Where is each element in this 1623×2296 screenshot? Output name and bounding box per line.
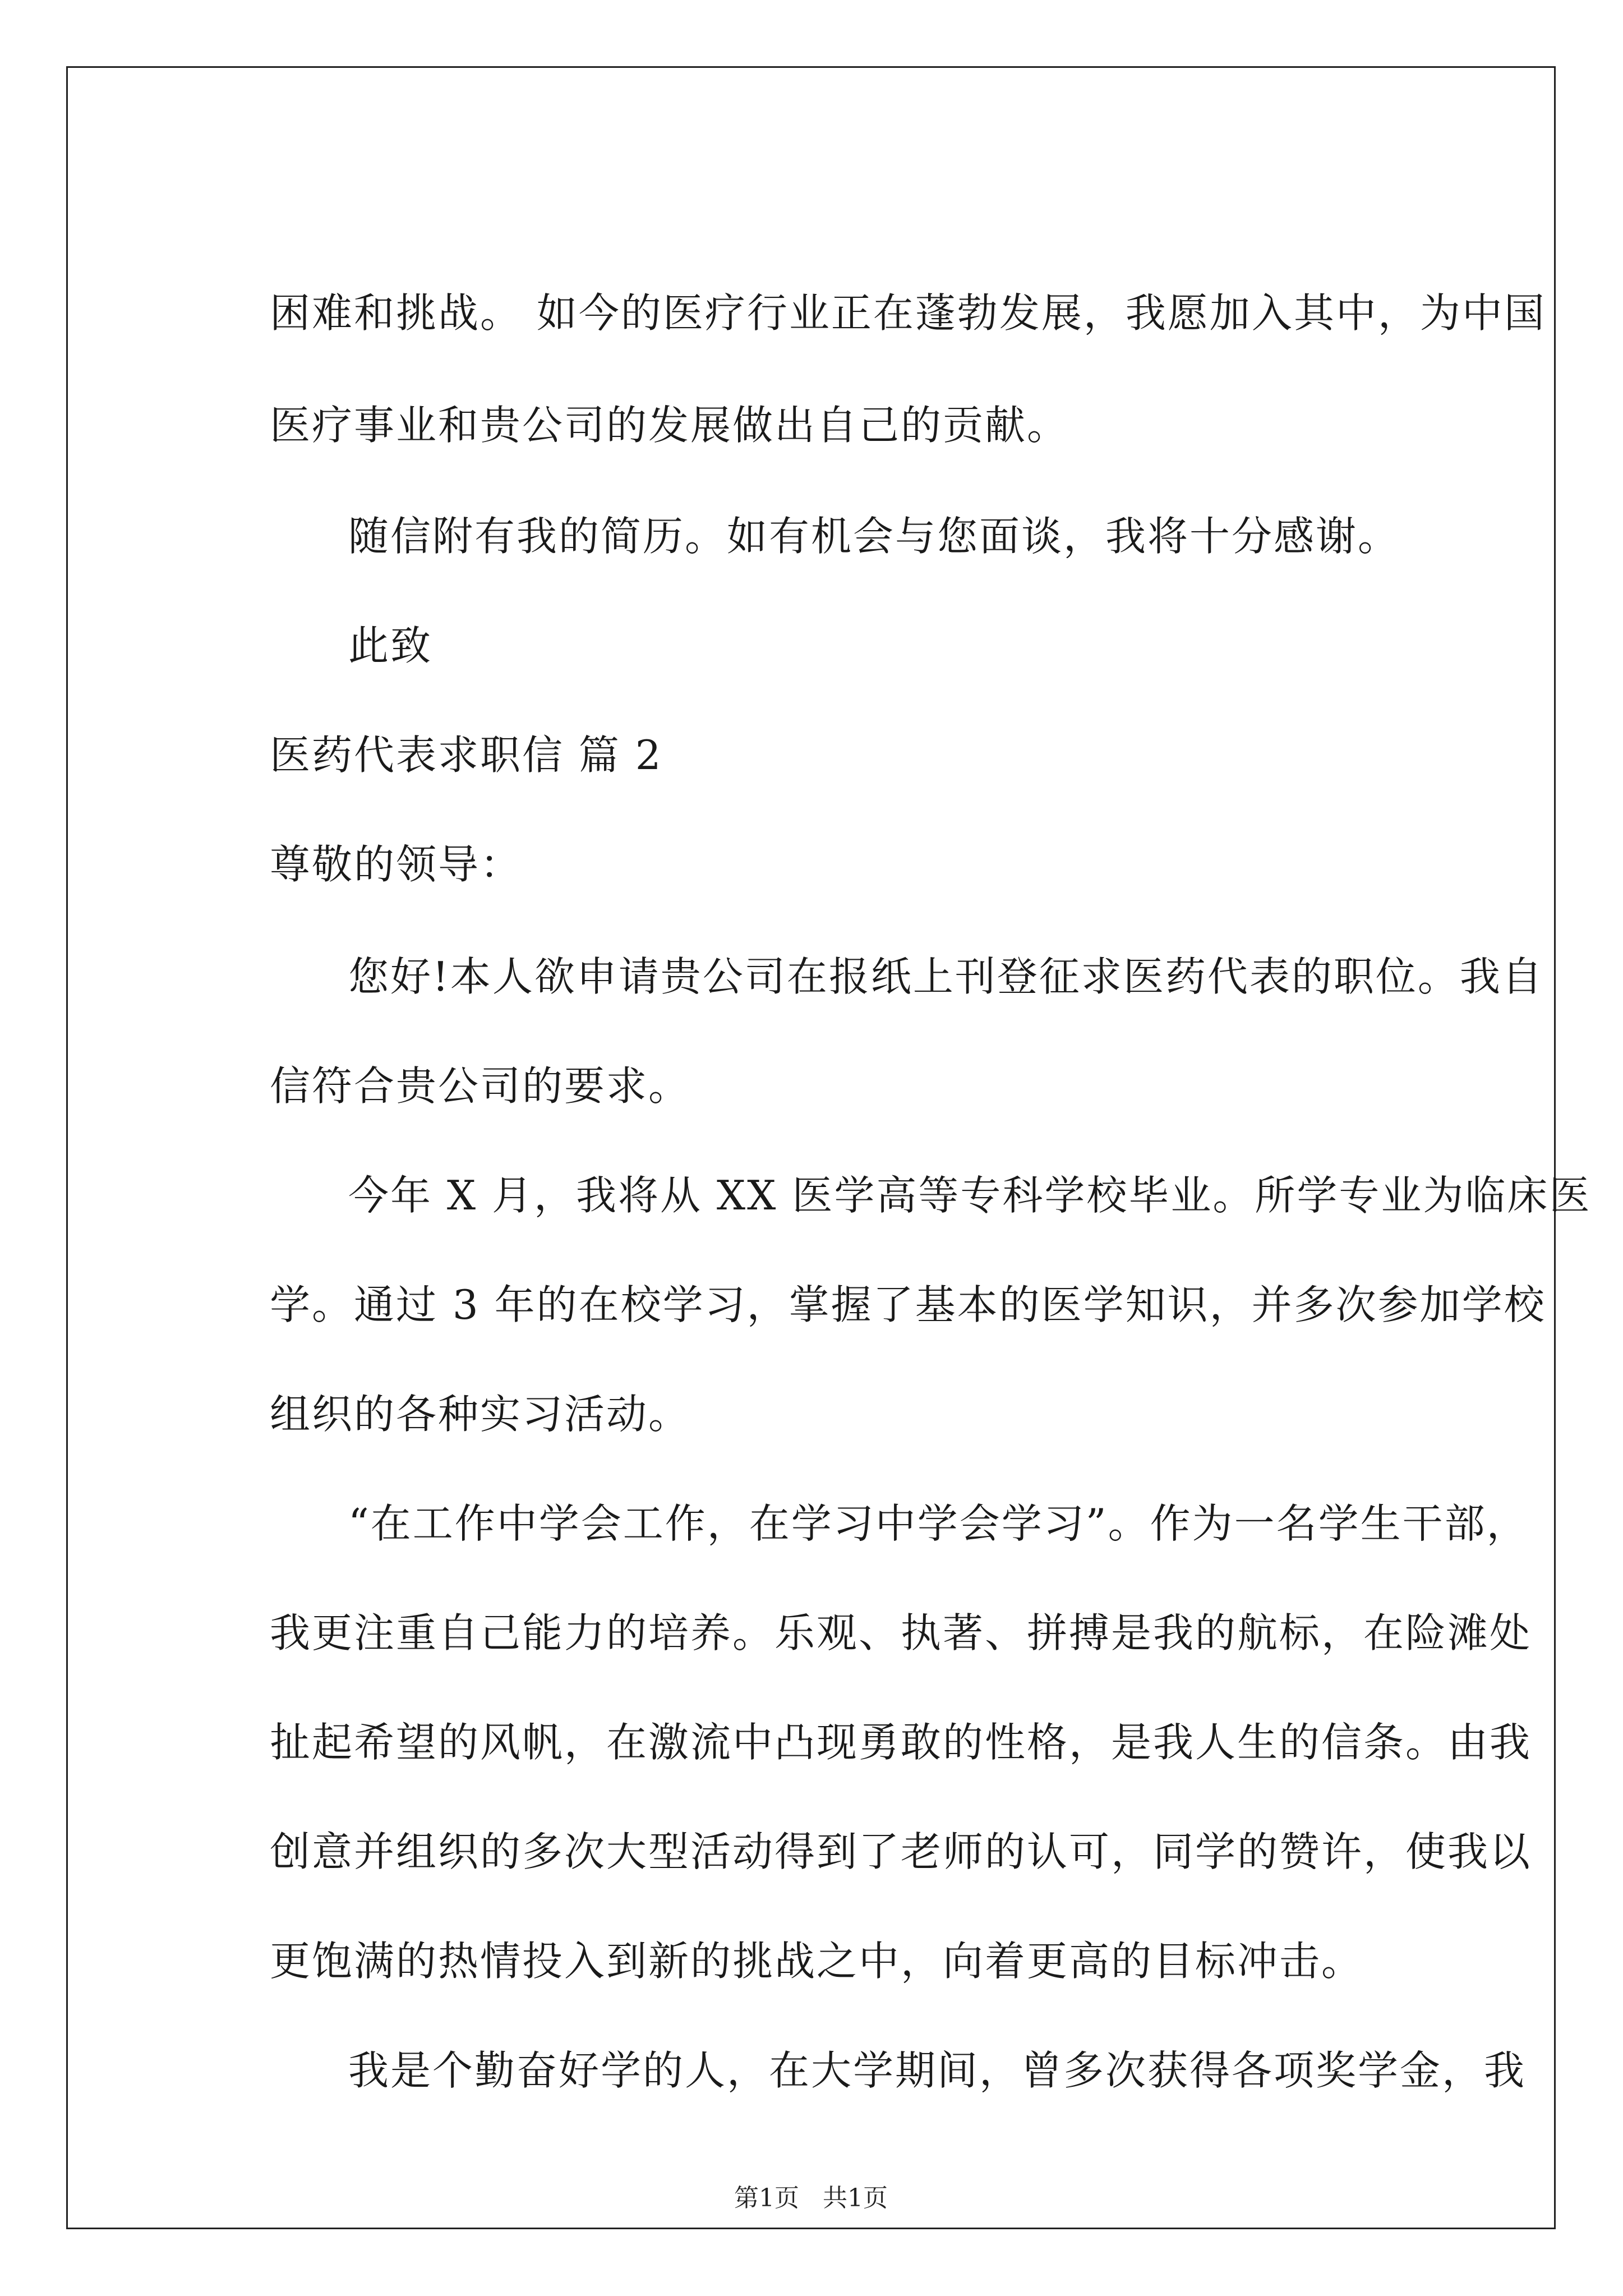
text-line: 今年 X 月，我将从 XX 医学高等专科学校毕业。所学专业为临床医 <box>348 1172 1592 1219</box>
page-footer <box>68 2183 1554 2214</box>
text-line: “在工作中学会工作，在学习中学会学习”。作为一名学生干部， <box>348 1500 1529 1547</box>
text-line: 我更注重自己能力的培养。乐观、执著、拼搏是我的航标，在险滩处 <box>270 1609 1532 1657</box>
text-line: 医疗事业和贵公司的发展做出自己的贡献。 <box>270 402 1069 449</box>
text-line: 创意并组织的多次大型活动得到了老师的认可，同学的赞许，使我以 <box>270 1828 1532 1875</box>
section-heading: 医药代表求职信 篇 2 <box>270 731 663 779</box>
page-border <box>66 66 1592 2229</box>
page-number: 第1页 <box>734 2184 799 2212</box>
text-line: 扯起希望的风帆，在激流中凸现勇敢的性格，是我人生的信条。由我 <box>270 1719 1532 1766</box>
closing-salutation: 此致 <box>348 622 433 669</box>
text-line: 我是个勤奋好学的人，在大学期间，曾多次获得各项奖学金，我 <box>348 2047 1527 2094</box>
text-line: 随信附有我的简历。如有机会与您面谈，我将十分感谢。 <box>348 513 1400 560</box>
text-line: 困难和挑战。 如今的医疗行业正在蓬勃发展，我愿加入其中，为中国 <box>270 289 1546 337</box>
text-line: 更饱满的热情投入到新的挑战之中，向着更高的目标冲击。 <box>270 1938 1364 1985</box>
text-line: 您好!本人欲申请贵公司在报纸上刊登征求医药代表的职位。我自 <box>348 953 1544 1000</box>
document-body <box>68 68 1592 2228</box>
page-total: 共1页 <box>823 2184 888 2212</box>
text-line: 信符合贵公司的要求。 <box>270 1062 691 1110</box>
text-line: 学。通过 3 年的在校学习，掌握了基本的医学知识，并多次参加学校 <box>270 1281 1546 1328</box>
text-line: 组织的各种实习活动。 <box>270 1391 691 1438</box>
greeting: 尊敬的领导： <box>270 841 523 888</box>
